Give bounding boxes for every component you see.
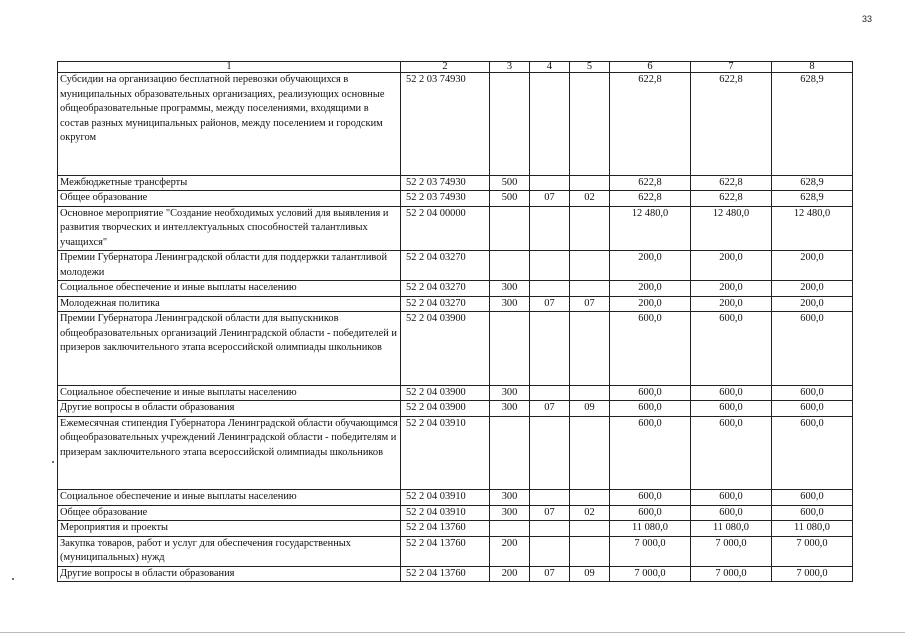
value-cell: 12 480,0 [610, 206, 691, 251]
description-cell: Социальное обеспечение и иные выплаты населению [58, 490, 401, 506]
section-cell [530, 73, 570, 176]
table-row [58, 416, 853, 490]
section-cell: 07 [530, 401, 570, 417]
value-cell: 200,0 [772, 251, 853, 281]
scan-mark [12, 578, 14, 580]
description-cell: Мероприятия и проекты [58, 521, 401, 537]
table-row [58, 175, 853, 191]
value-cell: 7 000,0 [610, 566, 691, 582]
expense-type-cell [490, 312, 530, 386]
header-cell: 5 [570, 62, 610, 73]
section-cell: 07 [530, 505, 570, 521]
value-cell: 7 000,0 [691, 566, 772, 582]
subsection-cell: 09 [570, 401, 610, 417]
header-cell: 8 [772, 62, 853, 73]
table-row [58, 536, 853, 566]
subsection-cell [570, 206, 610, 251]
value-cell: 200,0 [772, 281, 853, 297]
value-cell: 600,0 [772, 312, 853, 386]
value-cell: 622,8 [691, 191, 772, 207]
expense-type-cell [490, 521, 530, 537]
value-cell: 7 000,0 [610, 536, 691, 566]
value-cell: 600,0 [610, 385, 691, 401]
subsection-cell [570, 416, 610, 490]
code-cell: 52 2 04 03270 [401, 296, 490, 312]
subsection-cell [570, 251, 610, 281]
subsection-cell [570, 521, 610, 537]
header-cell: 2 [401, 62, 490, 73]
description-cell: Общее образование [58, 505, 401, 521]
table-row [58, 521, 853, 537]
value-cell: 622,8 [691, 73, 772, 176]
value-cell: 600,0 [772, 385, 853, 401]
scan-mark [52, 461, 54, 463]
section-cell [530, 490, 570, 506]
table-row [58, 73, 853, 176]
expense-type-cell: 300 [490, 281, 530, 297]
value-cell: 628,9 [772, 191, 853, 207]
code-cell: 52 2 04 13760 [401, 566, 490, 582]
section-cell [530, 206, 570, 251]
code-cell: 52 2 04 03900 [401, 312, 490, 386]
table-row [58, 312, 853, 386]
section-cell [530, 385, 570, 401]
table-row [58, 566, 853, 582]
table-row [58, 490, 853, 506]
description-cell: Молодежная политика [58, 296, 401, 312]
value-cell: 622,8 [610, 191, 691, 207]
description-cell: Закупка товаров, работ и услуг для обеспечения государственных (муниципальных) нужд [58, 536, 401, 566]
code-cell: 52 2 04 03900 [401, 401, 490, 417]
expense-type-cell: 300 [490, 296, 530, 312]
description-cell: Социальное обеспечение и иные выплаты населению [58, 385, 401, 401]
value-cell: 200,0 [610, 251, 691, 281]
description-cell: Другие вопросы в области образования [58, 401, 401, 417]
subsection-cell [570, 312, 610, 386]
expense-type-cell: 200 [490, 566, 530, 582]
subsection-cell: 09 [570, 566, 610, 582]
value-cell: 200,0 [610, 296, 691, 312]
value-cell: 7 000,0 [772, 536, 853, 566]
table-row [58, 296, 853, 312]
section-cell: 07 [530, 191, 570, 207]
section-cell [530, 416, 570, 490]
expense-type-cell: 300 [490, 490, 530, 506]
expense-type-cell [490, 251, 530, 281]
value-cell: 11 080,0 [772, 521, 853, 537]
value-cell: 200,0 [691, 296, 772, 312]
code-cell: 52 2 04 13760 [401, 521, 490, 537]
table-row [58, 401, 853, 417]
code-cell: 52 2 03 74930 [401, 175, 490, 191]
header-cell: 6 [610, 62, 691, 73]
value-cell: 600,0 [610, 401, 691, 417]
section-cell [530, 312, 570, 386]
subsection-cell [570, 385, 610, 401]
section-cell [530, 521, 570, 537]
code-cell: 52 2 04 00000 [401, 206, 490, 251]
value-cell: 600,0 [610, 505, 691, 521]
code-cell: 52 2 04 03910 [401, 505, 490, 521]
header-cell: 1 [58, 62, 401, 73]
table-row [58, 251, 853, 281]
value-cell: 200,0 [691, 281, 772, 297]
description-cell: Субсидии на организацию бесплатной перевозки обучающихся в муниципальных образовательных организациях, реализующих основные общеобразовательные программы, между поселениями, входящими в состав разных муниципальных районов, между поселением и городским округом [58, 73, 401, 176]
description-cell: Социальное обеспечение и иные выплаты населению [58, 281, 401, 297]
value-cell: 600,0 [691, 401, 772, 417]
header-cell: 3 [490, 62, 530, 73]
code-cell: 52 2 04 13760 [401, 536, 490, 566]
value-cell: 7 000,0 [691, 536, 772, 566]
value-cell: 600,0 [772, 416, 853, 490]
expense-type-cell: 300 [490, 401, 530, 417]
description-cell: Общее образование [58, 191, 401, 207]
value-cell: 12 480,0 [772, 206, 853, 251]
value-cell: 600,0 [691, 490, 772, 506]
subsection-cell: 07 [570, 296, 610, 312]
value-cell: 12 480,0 [691, 206, 772, 251]
section-cell: 07 [530, 296, 570, 312]
value-cell: 600,0 [610, 490, 691, 506]
value-cell: 628,9 [772, 73, 853, 176]
value-cell: 622,8 [691, 175, 772, 191]
value-cell: 600,0 [691, 312, 772, 386]
value-cell: 600,0 [772, 490, 853, 506]
value-cell: 11 080,0 [691, 521, 772, 537]
description-cell: Премии Губернатора Ленинградской области для выпускников общеобразовательных организаций Ленинградской области - победителей и призеров заключительного этапа всероссийской олимпиады школьников [58, 312, 401, 386]
code-cell: 52 2 04 03910 [401, 490, 490, 506]
value-cell: 622,8 [610, 175, 691, 191]
description-cell: Премии Губернатора Ленинградской области для поддержки талантливой молодежи [58, 251, 401, 281]
value-cell: 200,0 [610, 281, 691, 297]
description-cell: Основное мероприятие "Создание необходимых условий для выявления и развития творческих и интеллектуальных способностей талантливых учащихся" [58, 206, 401, 251]
expense-type-cell: 300 [490, 505, 530, 521]
subsection-cell [570, 536, 610, 566]
value-cell: 622,8 [610, 73, 691, 176]
expense-type-cell: 300 [490, 385, 530, 401]
table-row [58, 281, 853, 297]
subsection-cell: 02 [570, 191, 610, 207]
value-cell: 11 080,0 [610, 521, 691, 537]
value-cell: 600,0 [691, 385, 772, 401]
section-cell [530, 281, 570, 297]
code-cell: 52 2 04 03910 [401, 416, 490, 490]
expense-type-cell: 500 [490, 191, 530, 207]
value-cell: 7 000,0 [772, 566, 853, 582]
value-cell: 200,0 [691, 251, 772, 281]
section-cell [530, 536, 570, 566]
table-row [58, 206, 853, 251]
header-row [58, 62, 853, 73]
code-cell: 52 2 04 03900 [401, 385, 490, 401]
value-cell: 600,0 [610, 416, 691, 490]
section-cell: 07 [530, 566, 570, 582]
description-cell: Ежемесячная стипендия Губернатора Ленинградской области обучающимся общеобразовательных учреждений Ленинградской области - победителям и призерам заключительного этапа всероссийской олимпиады школьников [58, 416, 401, 490]
table-row [58, 385, 853, 401]
value-cell: 600,0 [691, 416, 772, 490]
subsection-cell: 02 [570, 505, 610, 521]
subsection-cell [570, 175, 610, 191]
table-row [58, 505, 853, 521]
code-cell: 52 2 04 03270 [401, 251, 490, 281]
value-cell: 600,0 [691, 505, 772, 521]
code-cell: 52 2 04 03270 [401, 281, 490, 297]
subsection-cell [570, 281, 610, 297]
section-cell [530, 175, 570, 191]
value-cell: 628,9 [772, 175, 853, 191]
section-cell [530, 251, 570, 281]
header-cell: 7 [691, 62, 772, 73]
subsection-cell [570, 73, 610, 176]
expense-type-cell: 200 [490, 536, 530, 566]
table-row [58, 191, 853, 207]
subsection-cell [570, 490, 610, 506]
value-cell: 200,0 [772, 296, 853, 312]
expense-type-cell [490, 73, 530, 176]
code-cell: 52 2 03 74930 [401, 73, 490, 176]
header-cell: 4 [530, 62, 570, 73]
expense-type-cell [490, 206, 530, 251]
expense-type-cell: 500 [490, 175, 530, 191]
page-number: 33 [862, 14, 873, 24]
description-cell: Межбюджетные трансферты [58, 175, 401, 191]
value-cell: 600,0 [772, 505, 853, 521]
scan-line [0, 632, 905, 633]
budget-table [57, 61, 853, 582]
description-cell: Другие вопросы в области образования [58, 566, 401, 582]
code-cell: 52 2 03 74930 [401, 191, 490, 207]
expense-type-cell [490, 416, 530, 490]
value-cell: 600,0 [610, 312, 691, 386]
value-cell: 600,0 [772, 401, 853, 417]
